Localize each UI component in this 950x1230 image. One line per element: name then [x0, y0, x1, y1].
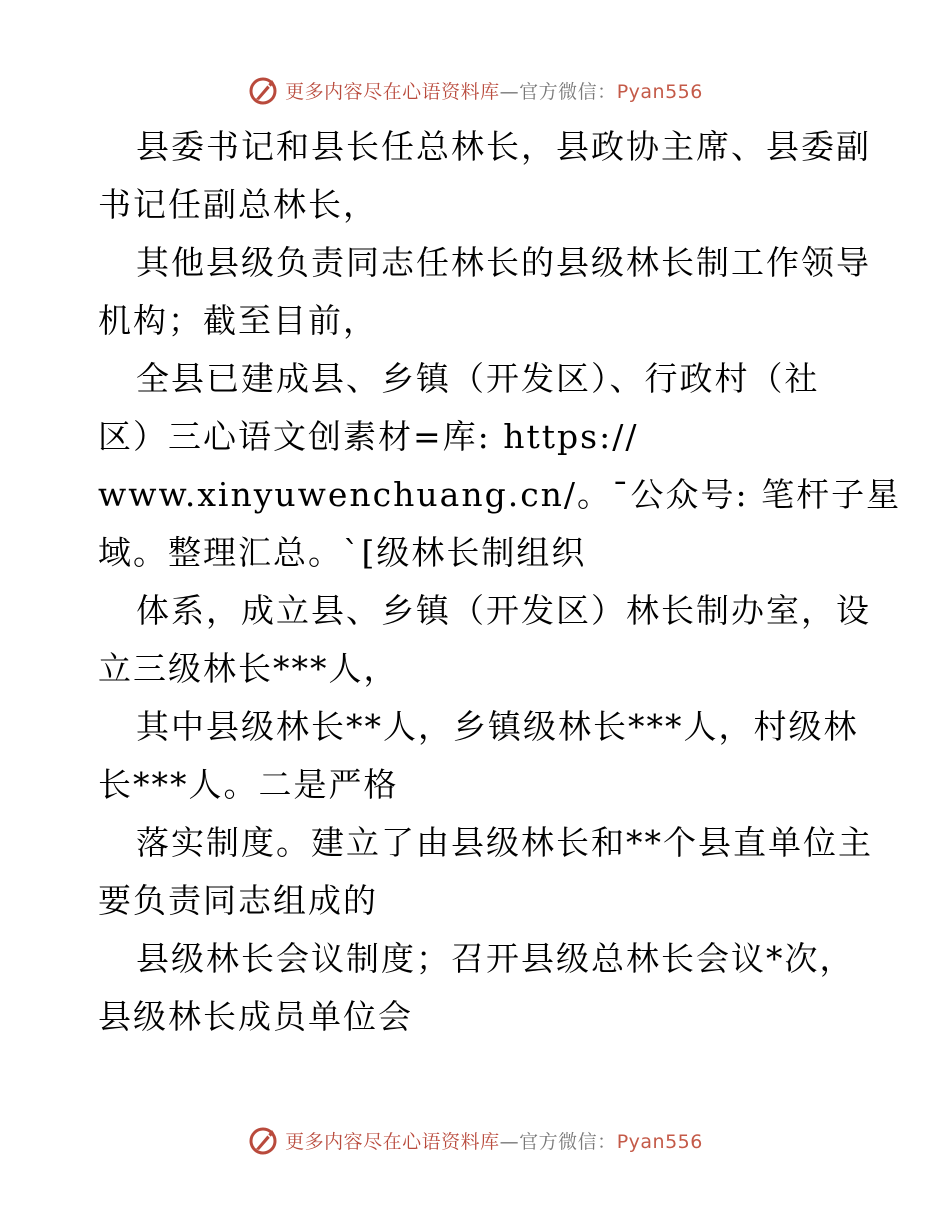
body-text-line: 县级林长会议制度；召开县级总林长会议*次，	[136, 939, 855, 978]
header-wechat-label: 官方微信：	[519, 80, 617, 103]
header-site-text: 更多内容尽在心语资料库	[285, 80, 500, 103]
footer-site-text: 更多内容尽在心语资料库	[285, 1130, 500, 1153]
body-text-line: 其中县级林长**人，乡镇级林长***人，村级林	[136, 707, 859, 746]
header-watermark-text	[285, 77, 703, 104]
body-text-line: 其他县级负责同志任林长的县级林长制工作领导	[136, 243, 871, 282]
header-wechat-id: Pyan556	[616, 80, 703, 103]
footer-watermark-banner	[0, 1120, 950, 1160]
header-dash: —	[499, 80, 520, 103]
body-text-line: 县委书记和县长任总林长，县政协主席、县委副	[136, 127, 871, 166]
body-text-line: 域。整理汇总。`[级林长制组织	[98, 533, 587, 572]
header-watermark-banner	[0, 70, 950, 110]
body-text-line: 要负责同志组成的	[98, 881, 378, 920]
body-text-line: 全县已建成县、乡镇（开发区）、行政村（社	[136, 359, 820, 398]
quill-logo-icon	[247, 74, 279, 106]
body-text-line: 长***人。二是严格	[98, 765, 399, 804]
body-text-line: 立三级林长***人，	[98, 649, 399, 688]
body-text-line: 书记任副总林长，	[98, 185, 378, 224]
footer-dash: —	[499, 1130, 520, 1153]
body-text-line: 体系，成立县、乡镇（开发区）林长制办室，设	[136, 591, 871, 630]
body-text-line: 县级林长成员单位会	[98, 997, 413, 1036]
footer-watermark-text	[285, 1127, 703, 1154]
document-body	[98, 118, 902, 1046]
body-text-line: 区）三心语文创素材=库: https://	[98, 417, 639, 456]
footer-wechat-label: 官方微信：	[519, 1130, 617, 1153]
body-text-line: www.xinyuwenchuang.cn/。¯公众号: 笔杆子星	[98, 475, 902, 514]
body-text-line: 机构；截至目前，	[98, 301, 378, 340]
footer-wechat-id: Pyan556	[616, 1130, 703, 1153]
quill-logo-icon	[247, 1124, 279, 1156]
body-text-line: 落实制度。建立了由县级林长和**个县直单位主	[136, 823, 873, 862]
